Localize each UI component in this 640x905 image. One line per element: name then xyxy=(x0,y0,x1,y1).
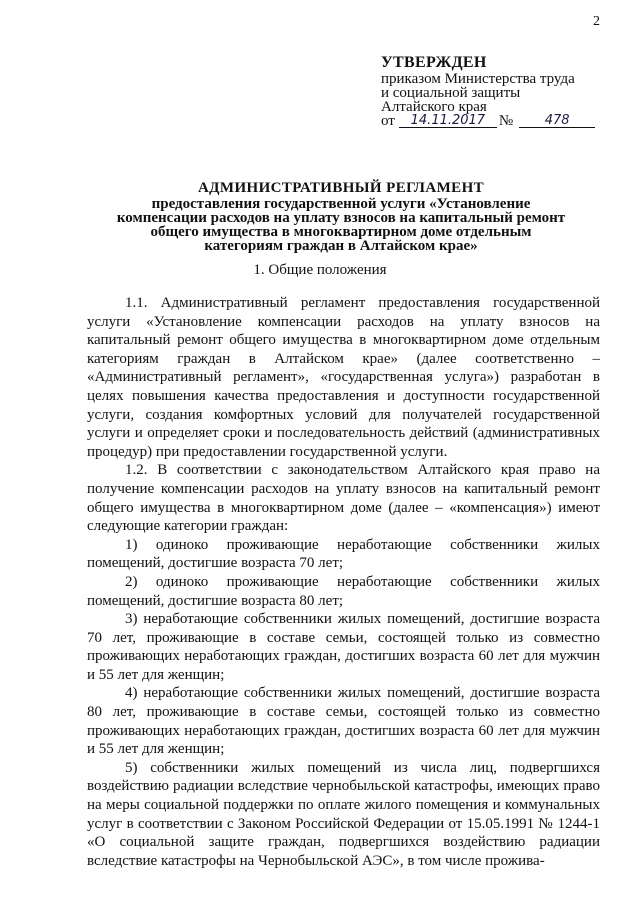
approval-line-3: Алтайского края xyxy=(381,99,487,115)
list-item-3: 3) неработающие собственники жилых помещений, достигшие возраста 70 лет, проживающие в составе семьи, состоящей только из совместно проживающих неработающих граждан, достигших возраста 60 лет для мужчин и 55 лет для женщин; xyxy=(87,611,600,683)
list-item-2: 2) одиноко проживающие неработающие собственники жилых помещений, достигшие возраста 80 лет; xyxy=(87,573,600,609)
page-number: 2 xyxy=(593,14,600,29)
paragraph-1-2: 1.2. В соответствии с законодательством Алтайского края право на получение компенсации расходов на уплату взносов на капитальный ремонт общего имущества в многоквартирном доме (далее – «компенсация») имеют следующие категории граждан: xyxy=(87,462,600,535)
number-label: № xyxy=(498,113,514,129)
document-body xyxy=(87,294,600,870)
approval-line-1: приказом Министерства труда xyxy=(381,71,575,87)
approval-line-2: и социальной защиты xyxy=(381,85,521,101)
document-header xyxy=(110,180,572,253)
approval-stamp xyxy=(381,56,595,128)
document-subtitle: предоставления государственной услуги «Установление компенсации расходов на уплату взносов на капитальный ремонт общего имущества в многоквартирном доме отдельным категориям граждан в Алтайском крае» xyxy=(116,196,566,254)
document-title: АДМИНИСТРАТИВНЫЙ РЕГЛАМЕНТ xyxy=(197,180,485,196)
approval-date-row xyxy=(381,114,595,128)
list-item-1: 1) одиноко проживающие неработающие собственники жилых помещений, достигшие возраста 70 лет; xyxy=(87,536,600,572)
list-item-5: 5) собственники жилых помещений из числа лиц, подвергшихся воздействию радиации вследствие чернобыльской катастрофы, имеющих право на меры социальной поддержки по оплате жилого помещения и коммунальных услуг в соответствии с Законом Российской Федерации от 15.05.1991 № 1244-1 «О социальной защите граждан, подвергшихся воздействию радиации вследствие катастрофы на Чернобыльской АЭС», в том числе прожива- xyxy=(87,759,600,869)
section-heading: 1. Общие положения xyxy=(253,262,387,278)
handwritten-date: 14.11.2017 xyxy=(399,114,497,128)
list-item-4: 4) неработающие собственники жилых помещений, достигшие возраста 80 лет, проживающие в составе семьи, состоящей только из совместно проживающих неработающих граждан, достигших возраста 60 лет для мужчин и 55 лет для женщин; xyxy=(87,685,600,758)
paragraph-1-1: 1.1. Административный регламент предоставления государственной услуги «Установление компенсации расходов на уплату взносов на капитальный ремонт общего имущества в многоквартирном доме отдельным категориям граждан в Алтайском крае» (далее соответственно – «Административный регламент», «государственная услуга») разработан в целях повышения качества предоставления и доступности государственной услуги, создания комфортных условий для получателей государственной услуги и определяет сроки и последовательность действий (административных процедур) при предоставлении государственной услуги. xyxy=(87,295,600,460)
from-label: от xyxy=(381,113,395,129)
handwritten-number: 478 xyxy=(519,114,595,128)
approved-heading: УТВЕРЖДЕН xyxy=(381,54,487,71)
